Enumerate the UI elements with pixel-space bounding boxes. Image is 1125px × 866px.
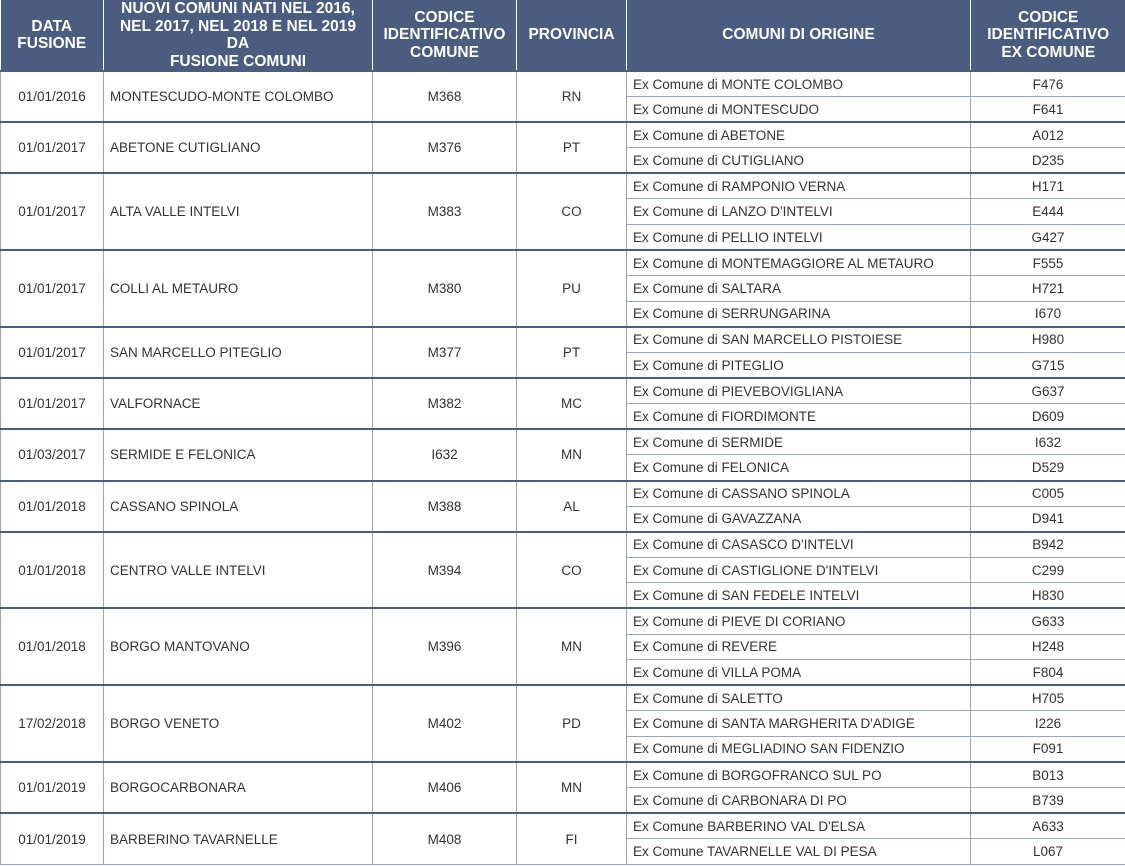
province-cell: RN bbox=[517, 71, 627, 122]
header-origin-municipalities: COMUNI DI ORIGINE bbox=[627, 0, 971, 71]
origin-municipality-cell: Ex Comune di SANTA MARGHERITA D'ADIGE bbox=[627, 711, 971, 737]
new-municipality-cell: BARBERINO TAVARNELLE bbox=[104, 813, 373, 864]
ex-municipality-code-cell: F476 bbox=[971, 71, 1125, 97]
ex-municipality-code-cell: H721 bbox=[971, 276, 1125, 302]
new-municipality-cell: BORGO MANTOVANO bbox=[104, 608, 373, 685]
ex-municipality-code-cell: H171 bbox=[971, 173, 1125, 199]
new-municipality-cell: ALTA VALLE INTELVI bbox=[104, 173, 373, 250]
new-municipality-cell: COLLI AL METAURO bbox=[104, 250, 373, 327]
fusion-date-cell: 01/01/2017 bbox=[1, 378, 104, 429]
origin-municipality-cell: Ex Comune TAVARNELLE VAL DI PESA bbox=[627, 839, 971, 865]
table-row bbox=[1, 71, 1125, 97]
origin-municipality-cell: Ex Comune di SALTARA bbox=[627, 276, 971, 302]
municipality-code-cell: M402 bbox=[373, 685, 517, 762]
ex-municipality-code-cell: F091 bbox=[971, 736, 1125, 762]
ex-municipality-code-cell: C005 bbox=[971, 481, 1125, 507]
header-new-municipality: NUOVI COMUNI NATI NEL 2016, NEL 2017, NEL 2018 E NEL 2019 DA FUSIONE COMUNI bbox=[104, 0, 373, 71]
new-municipality-cell: CASSANO SPINOLA bbox=[104, 481, 373, 532]
table-row bbox=[1, 762, 1125, 788]
origin-municipality-cell: Ex Comune di MONTE COLOMBO bbox=[627, 71, 971, 97]
ex-municipality-code-cell: F641 bbox=[971, 97, 1125, 123]
ex-municipality-code-cell: G427 bbox=[971, 225, 1125, 251]
origin-municipality-cell: Ex Comune di SERRUNGARINA bbox=[627, 301, 971, 327]
new-municipality-cell: BORGOCARBONARA bbox=[104, 762, 373, 813]
header-province: PROVINCIA bbox=[517, 0, 627, 71]
ex-municipality-code-cell: D941 bbox=[971, 506, 1125, 532]
origin-municipality-cell: Ex Comune di PIEVEBOVIGLIANA bbox=[627, 378, 971, 404]
origin-municipality-cell: Ex Comune di CUTIGLIANO bbox=[627, 148, 971, 174]
province-cell: MN bbox=[517, 429, 627, 480]
new-municipality-cell: SERMIDE E FELONICA bbox=[104, 429, 373, 480]
new-municipality-cell: BORGO VENETO bbox=[104, 685, 373, 762]
table-row bbox=[1, 481, 1125, 507]
ex-municipality-code-cell: D609 bbox=[971, 404, 1125, 430]
table-row bbox=[1, 813, 1125, 839]
ex-municipality-code-cell: B942 bbox=[971, 532, 1125, 558]
ex-municipality-code-cell: G715 bbox=[971, 353, 1125, 379]
ex-municipality-code-cell: G637 bbox=[971, 378, 1125, 404]
ex-municipality-code-cell: C299 bbox=[971, 557, 1125, 583]
origin-municipality-cell: Ex Comune di FELONICA bbox=[627, 455, 971, 481]
table-row bbox=[1, 122, 1125, 148]
fusion-date-cell: 01/03/2017 bbox=[1, 429, 104, 480]
fusion-date-cell: 01/01/2018 bbox=[1, 532, 104, 609]
origin-municipality-cell: Ex Comune di MONTESCUDO bbox=[627, 97, 971, 123]
fusion-date-cell: 01/01/2019 bbox=[1, 813, 104, 864]
ex-municipality-code-cell: D529 bbox=[971, 455, 1125, 481]
table-row bbox=[1, 685, 1125, 711]
origin-municipality-cell: Ex Comune di CASASCO D'INTELVI bbox=[627, 532, 971, 558]
table-row bbox=[1, 429, 1125, 455]
ex-municipality-code-cell: I670 bbox=[971, 301, 1125, 327]
municipality-code-cell: M377 bbox=[373, 327, 517, 378]
table-row bbox=[1, 327, 1125, 353]
header-date: DATA FUSIONE bbox=[1, 0, 104, 71]
province-cell: MN bbox=[517, 762, 627, 813]
municipality-code-cell: M394 bbox=[373, 532, 517, 609]
origin-municipality-cell: Ex Comune di PELLIO INTELVI bbox=[627, 225, 971, 251]
municipality-code-cell: M406 bbox=[373, 762, 517, 813]
ex-municipality-code-cell: B013 bbox=[971, 762, 1125, 788]
ex-municipality-code-cell: F555 bbox=[971, 250, 1125, 276]
table-row bbox=[1, 532, 1125, 558]
table-row bbox=[1, 250, 1125, 276]
origin-municipality-cell: Ex Comune di ABETONE bbox=[627, 122, 971, 148]
origin-municipality-cell: Ex Comune di RAMPONIO VERNA bbox=[627, 173, 971, 199]
ex-municipality-code-cell: H830 bbox=[971, 583, 1125, 609]
ex-municipality-code-cell: I226 bbox=[971, 711, 1125, 737]
municipality-code-cell: M382 bbox=[373, 378, 517, 429]
ex-municipality-code-cell: G633 bbox=[971, 608, 1125, 634]
province-cell: CO bbox=[517, 532, 627, 609]
origin-municipality-cell: Ex Comune di FIORDIMONTE bbox=[627, 404, 971, 430]
municipality-code-cell: M380 bbox=[373, 250, 517, 327]
origin-municipality-cell: Ex Comune BARBERINO VAL D'ELSA bbox=[627, 813, 971, 839]
new-municipality-cell: SAN MARCELLO PITEGLIO bbox=[104, 327, 373, 378]
fusion-date-cell: 01/01/2017 bbox=[1, 327, 104, 378]
origin-municipality-cell: Ex Comune di SAN FEDELE INTELVI bbox=[627, 583, 971, 609]
province-cell: PT bbox=[517, 327, 627, 378]
ex-municipality-code-cell: B739 bbox=[971, 788, 1125, 814]
fusion-date-cell: 01/01/2017 bbox=[1, 173, 104, 250]
fusion-date-cell: 17/02/2018 bbox=[1, 685, 104, 762]
municipality-code-cell: M376 bbox=[373, 122, 517, 173]
ex-municipality-code-cell: E444 bbox=[971, 199, 1125, 225]
origin-municipality-cell: Ex Comune di SALETTO bbox=[627, 685, 971, 711]
header-municipality-code: CODICE IDENTIFICATIVO COMUNE bbox=[373, 0, 517, 71]
ex-municipality-code-cell: A012 bbox=[971, 122, 1125, 148]
fusion-date-cell: 01/01/2017 bbox=[1, 250, 104, 327]
origin-municipality-cell: Ex Comune di REVERE bbox=[627, 634, 971, 660]
province-cell: PT bbox=[517, 122, 627, 173]
municipality-code-cell: M396 bbox=[373, 608, 517, 685]
province-cell: FI bbox=[517, 813, 627, 864]
table-header bbox=[1, 0, 1125, 71]
ex-municipality-code-cell: H248 bbox=[971, 634, 1125, 660]
ex-municipality-code-cell: A633 bbox=[971, 813, 1125, 839]
origin-municipality-cell: Ex Comune di MEGLIADINO SAN FIDENZIO bbox=[627, 736, 971, 762]
origin-municipality-cell: Ex Comune di PITEGLIO bbox=[627, 353, 971, 379]
municipality-code-cell: I632 bbox=[373, 429, 517, 480]
fusion-date-cell: 01/01/2017 bbox=[1, 122, 104, 173]
municipality-code-cell: M388 bbox=[373, 481, 517, 532]
origin-municipality-cell: Ex Comune di LANZO D'INTELVI bbox=[627, 199, 971, 225]
fusion-date-cell: 01/01/2018 bbox=[1, 481, 104, 532]
header-row bbox=[1, 0, 1125, 71]
ex-municipality-code-cell: F804 bbox=[971, 660, 1125, 686]
province-cell: AL bbox=[517, 481, 627, 532]
origin-municipality-cell: Ex Comune di MONTEMAGGIORE AL METAURO bbox=[627, 250, 971, 276]
table-row bbox=[1, 378, 1125, 404]
ex-municipality-code-cell: I632 bbox=[971, 429, 1125, 455]
header-ex-municipality-code: CODICE IDENTIFICATIVO EX COMUNE bbox=[971, 0, 1125, 71]
table-body bbox=[1, 71, 1125, 864]
fusion-date-cell: 01/01/2018 bbox=[1, 608, 104, 685]
ex-municipality-code-cell: L067 bbox=[971, 839, 1125, 865]
origin-municipality-cell: Ex Comune di SERMIDE bbox=[627, 429, 971, 455]
origin-municipality-cell: Ex Comune di CASTIGLIONE D'INTELVI bbox=[627, 557, 971, 583]
province-cell: PU bbox=[517, 250, 627, 327]
municipality-code-cell: M383 bbox=[373, 173, 517, 250]
origin-municipality-cell: Ex Comune di CASSANO SPINOLA bbox=[627, 481, 971, 507]
origin-municipality-cell: Ex Comune di SAN MARCELLO PISTOIESE bbox=[627, 327, 971, 353]
new-municipality-cell: CENTRO VALLE INTELVI bbox=[104, 532, 373, 609]
origin-municipality-cell: Ex Comune di VILLA POMA bbox=[627, 660, 971, 686]
province-cell: MN bbox=[517, 608, 627, 685]
province-cell: PD bbox=[517, 685, 627, 762]
table-row bbox=[1, 173, 1125, 199]
ex-municipality-code-cell: H980 bbox=[971, 327, 1125, 353]
municipality-code-cell: M408 bbox=[373, 813, 517, 864]
province-cell: CO bbox=[517, 173, 627, 250]
origin-municipality-cell: Ex Comune di GAVAZZANA bbox=[627, 506, 971, 532]
table-row bbox=[1, 608, 1125, 634]
municipality-code-cell: M368 bbox=[373, 71, 517, 122]
ex-municipality-code-cell: H705 bbox=[971, 685, 1125, 711]
new-municipality-cell: ABETONE CUTIGLIANO bbox=[104, 122, 373, 173]
new-municipality-cell: MONTESCUDO-MONTE COLOMBO bbox=[104, 71, 373, 122]
origin-municipality-cell: Ex Comune di BORGOFRANCO SUL PO bbox=[627, 762, 971, 788]
origin-municipality-cell: Ex Comune di CARBONARA DI PO bbox=[627, 788, 971, 814]
ex-municipality-code-cell: D235 bbox=[971, 148, 1125, 174]
new-municipality-cell: VALFORNACE bbox=[104, 378, 373, 429]
province-cell: MC bbox=[517, 378, 627, 429]
origin-municipality-cell: Ex Comune di PIEVE DI CORIANO bbox=[627, 608, 971, 634]
fusion-date-cell: 01/01/2019 bbox=[1, 762, 104, 813]
fusion-date-cell: 01/01/2016 bbox=[1, 71, 104, 122]
